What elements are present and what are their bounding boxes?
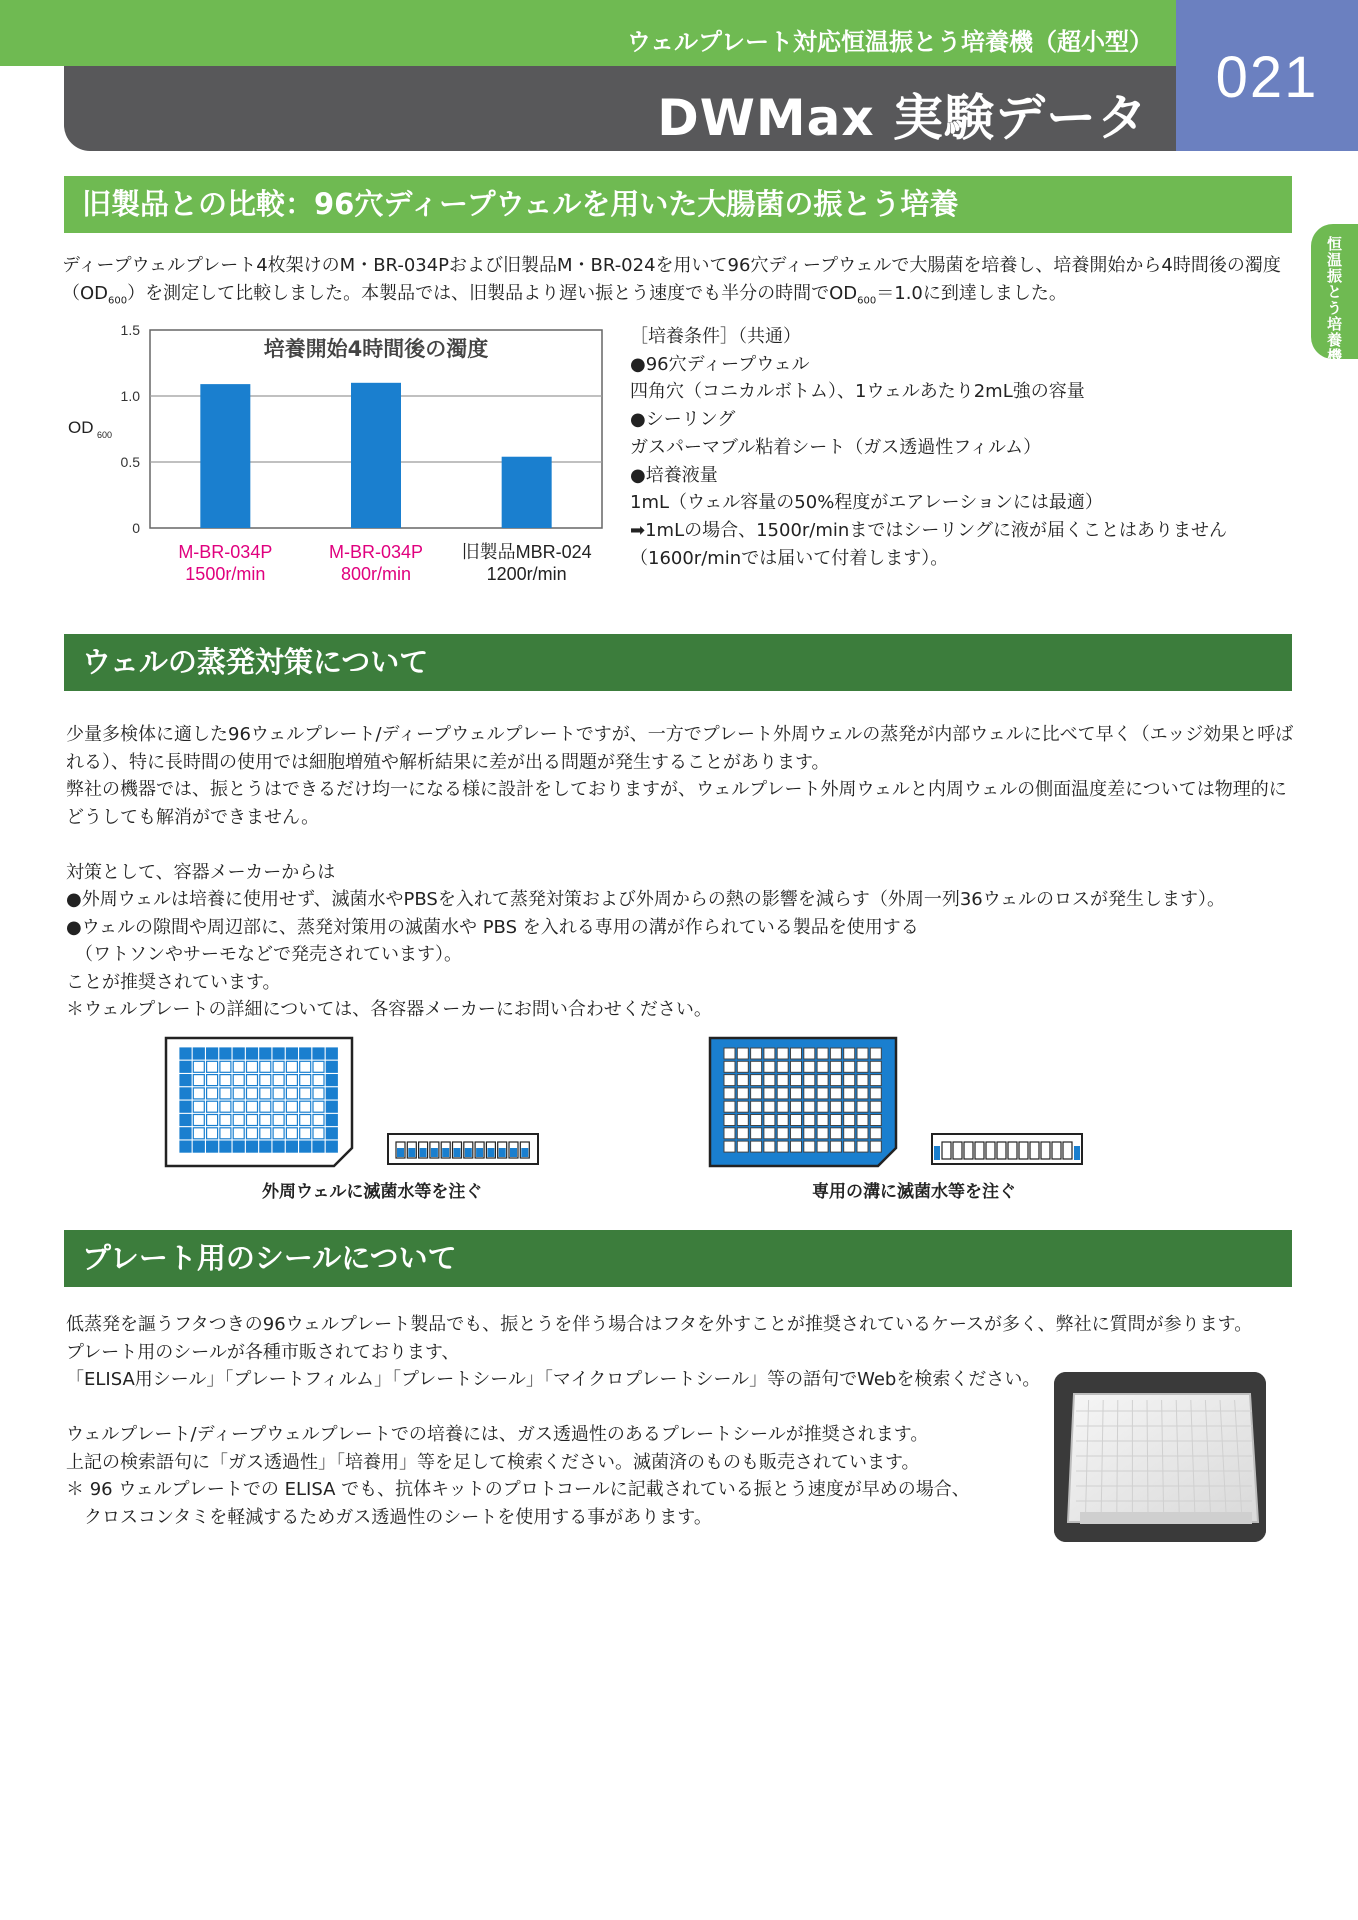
well <box>737 1048 748 1059</box>
well <box>817 1088 828 1099</box>
well <box>286 1128 297 1139</box>
side-well <box>964 1142 973 1159</box>
well <box>313 1061 324 1072</box>
well <box>326 1061 337 1072</box>
well <box>207 1048 218 1059</box>
side-well-liquid <box>408 1148 415 1157</box>
well <box>804 1048 815 1059</box>
side-well-liquid <box>431 1148 438 1157</box>
well <box>247 1088 258 1099</box>
well <box>751 1088 762 1099</box>
well <box>830 1088 841 1099</box>
well <box>791 1115 802 1126</box>
well <box>777 1075 788 1086</box>
well <box>724 1061 735 1072</box>
x-tick-label: M-BR-034P <box>328 542 424 562</box>
well <box>300 1088 311 1099</box>
well <box>804 1128 815 1139</box>
well <box>313 1115 324 1126</box>
well <box>857 1101 868 1112</box>
well <box>286 1115 297 1126</box>
well <box>326 1088 337 1099</box>
well <box>724 1048 735 1059</box>
well <box>857 1128 868 1139</box>
well <box>751 1061 762 1072</box>
well <box>260 1115 271 1126</box>
well <box>313 1088 324 1099</box>
well <box>313 1141 324 1152</box>
condition-line: ［培養条件］（共通） <box>630 326 801 347</box>
well <box>737 1128 748 1139</box>
well <box>220 1075 231 1086</box>
side-well <box>942 1142 951 1159</box>
well <box>273 1141 284 1152</box>
well <box>777 1128 788 1139</box>
well <box>817 1101 828 1112</box>
caption-dedicated-moat: 専用の溝に滅菌水等を注ぐ <box>812 1182 1016 1202</box>
bar <box>502 457 552 528</box>
well <box>830 1048 841 1059</box>
well <box>844 1061 855 1072</box>
well <box>724 1088 735 1099</box>
well <box>326 1115 337 1126</box>
well <box>791 1128 802 1139</box>
well <box>830 1061 841 1072</box>
well <box>207 1075 218 1086</box>
well <box>764 1141 775 1152</box>
well <box>193 1141 204 1152</box>
well <box>260 1141 271 1152</box>
well <box>791 1075 802 1086</box>
body-line: クロスコンタミを軽減するためガス透過性のシートを使用する事があります。 <box>66 1506 712 1528</box>
well <box>233 1115 244 1126</box>
body-line: ●外周ウェルは培養に使用せず、滅菌水やPBSを入れて蒸発対策および外周からの熱の影響を減らす（外周一列36ウェルのロスが発生します）。 <box>66 889 1226 910</box>
well <box>764 1115 775 1126</box>
well <box>220 1141 231 1152</box>
well <box>737 1061 748 1072</box>
well <box>870 1101 881 1112</box>
well <box>207 1141 218 1152</box>
well <box>233 1141 244 1152</box>
body-line <box>66 831 1293 859</box>
well <box>313 1048 324 1059</box>
well <box>273 1128 284 1139</box>
well <box>193 1088 204 1099</box>
culture-conditions <box>630 323 1227 572</box>
x-tick-label: 1500r/min <box>185 564 266 584</box>
side-well-liquid <box>420 1148 427 1157</box>
well <box>300 1141 311 1152</box>
well <box>724 1141 735 1152</box>
well <box>180 1101 191 1112</box>
section-heading-evaporation: ウェルの蒸発対策について <box>64 634 1292 691</box>
body-line: ●ウェルの隙間や周辺部に、蒸発対策用の滅菌水や PBS を入れる専用の溝が作られている製品を使用する <box>66 916 919 938</box>
well <box>844 1128 855 1139</box>
chart-title: 培養開始4時間後の濁度 <box>263 337 489 361</box>
well <box>300 1048 311 1059</box>
x-tick-label: 旧製品MBR-024 <box>461 542 592 562</box>
well <box>870 1088 881 1099</box>
well <box>300 1128 311 1139</box>
well <box>193 1061 204 1072</box>
well <box>817 1048 828 1059</box>
well <box>260 1088 271 1099</box>
well <box>233 1075 244 1086</box>
well <box>286 1061 297 1072</box>
well <box>764 1101 775 1112</box>
well <box>273 1075 284 1086</box>
well <box>870 1048 881 1059</box>
side-well <box>1041 1142 1050 1159</box>
well <box>857 1075 868 1086</box>
well <box>857 1088 868 1099</box>
well <box>817 1115 828 1126</box>
well <box>220 1088 231 1099</box>
well <box>207 1061 218 1072</box>
y-tick-label: 0 <box>132 520 140 536</box>
well <box>737 1075 748 1086</box>
y-tick-label: 1.5 <box>120 322 140 338</box>
well <box>737 1115 748 1126</box>
well <box>273 1101 284 1112</box>
well <box>777 1088 788 1099</box>
condition-line: 四角穴（コニカルボトム）、1ウェルあたり2mL強の容量 <box>630 381 1085 403</box>
well <box>260 1048 271 1059</box>
body-line: （ワトソンやサーモなどで発売されています）。 <box>66 944 462 965</box>
well <box>751 1075 762 1086</box>
well <box>724 1101 735 1112</box>
well <box>180 1088 191 1099</box>
well <box>300 1061 311 1072</box>
well <box>286 1088 297 1099</box>
well <box>870 1128 881 1139</box>
body-line: ＊ 96 ウェルプレートでの ELISA でも、抗体キットのプロトコールに記載されている振とう速度が早めの場合、 <box>66 1479 970 1500</box>
well <box>180 1075 191 1086</box>
well <box>737 1141 748 1152</box>
well <box>830 1128 841 1139</box>
well <box>247 1141 258 1152</box>
well <box>193 1075 204 1086</box>
well <box>233 1088 244 1099</box>
well <box>764 1061 775 1072</box>
page-number: 021 <box>1215 45 1319 110</box>
body-line: 上記の検索語句に「ガス透過性」「培養用」等を足して検索ください。滅菌済のものも販売されています。 <box>66 1451 920 1473</box>
side-well-liquid <box>465 1148 472 1157</box>
well <box>273 1115 284 1126</box>
well <box>764 1128 775 1139</box>
well <box>791 1048 802 1059</box>
side-well <box>975 1142 984 1159</box>
side-well <box>1019 1142 1028 1159</box>
condition-line: ガスパーマブル粘着シート（ガス透過性フィルム） <box>630 436 1042 458</box>
well <box>844 1088 855 1099</box>
well <box>180 1048 191 1059</box>
well <box>764 1075 775 1086</box>
well <box>817 1141 828 1152</box>
body-line: 低蒸発を謳うフタつきの96ウェルプレート製品でも、振とうを伴う場合はフタを外すことが推奨されているケースが多く、弊社に質問が参ります。 <box>66 1314 1253 1335</box>
y-axis-label-subscript: 600 <box>97 430 113 440</box>
well <box>830 1141 841 1152</box>
well <box>844 1101 855 1112</box>
well <box>857 1115 868 1126</box>
well <box>220 1048 231 1059</box>
header-subtitle: ウェルプレート対応恒温振とう培養機（超小型） <box>626 28 1153 56</box>
well <box>326 1048 337 1059</box>
section2-body <box>66 721 1293 1024</box>
section1-intro <box>62 252 1281 315</box>
well <box>180 1141 191 1152</box>
well <box>326 1075 337 1086</box>
side-well-liquid <box>510 1148 517 1157</box>
side-well-liquid <box>442 1148 449 1157</box>
condition-line: （1600r/minでは届いて付着します）。 <box>630 547 949 569</box>
well <box>233 1061 244 1072</box>
plate-diagrams <box>160 1032 1120 1172</box>
well <box>870 1075 881 1086</box>
y-tick-label: 1.0 <box>120 388 140 404</box>
body-line: プレート用のシールが各種市販されております、 <box>66 1341 460 1363</box>
well <box>207 1101 218 1112</box>
well <box>844 1141 855 1152</box>
intro-line: ディープウェルプレート4枚架けのM・BR-034Pおよび旧製品M・BR-024を用いて96穴ディープウェルで大腸菌を培養し、培養開始から4時間後の濁度 <box>62 255 1281 276</box>
well <box>857 1141 868 1152</box>
well <box>326 1101 337 1112</box>
bar <box>351 383 401 528</box>
well <box>286 1048 297 1059</box>
side-well-liquid <box>521 1148 528 1157</box>
section-heading-plate-seal: プレート用のシールについて <box>64 1230 1292 1287</box>
condition-line: ●96穴ディープウェル <box>630 353 810 375</box>
side-well <box>1052 1142 1061 1159</box>
well <box>777 1115 788 1126</box>
well <box>260 1128 271 1139</box>
well <box>870 1061 881 1072</box>
well <box>273 1088 284 1099</box>
well <box>260 1075 271 1086</box>
well <box>844 1115 855 1126</box>
well <box>220 1128 231 1139</box>
well <box>313 1101 324 1112</box>
well <box>830 1101 841 1112</box>
body-line: 対策として、容器メーカーからは <box>66 861 336 883</box>
well <box>193 1128 204 1139</box>
well <box>724 1128 735 1139</box>
x-tick-label: M-BR-034P <box>178 542 273 562</box>
well <box>817 1128 828 1139</box>
body-line: ことが推奨されています。 <box>66 971 281 993</box>
well <box>193 1048 204 1059</box>
moat-liquid <box>934 1146 940 1160</box>
well <box>737 1088 748 1099</box>
well <box>300 1101 311 1112</box>
well <box>326 1141 337 1152</box>
condition-line: ●培養液量 <box>630 464 718 486</box>
well <box>724 1115 735 1126</box>
well <box>751 1048 762 1059</box>
y-axis-label: OD <box>68 418 94 437</box>
side-well <box>997 1142 1006 1159</box>
y-tick-label: 0.5 <box>120 454 140 470</box>
well <box>830 1075 841 1086</box>
well <box>777 1141 788 1152</box>
x-tick-label: 1200r/min <box>486 564 567 584</box>
well <box>791 1141 802 1152</box>
well <box>857 1048 868 1059</box>
well <box>193 1101 204 1112</box>
well <box>870 1141 881 1152</box>
well <box>300 1075 311 1086</box>
well <box>260 1101 271 1112</box>
body-line: れる）、特に長時間の使用では細胞増殖や解析結果に差が出る問題が発生することがあります。 <box>66 751 830 773</box>
well <box>817 1075 828 1086</box>
well <box>233 1101 244 1112</box>
well <box>764 1048 775 1059</box>
well <box>326 1128 337 1139</box>
well <box>247 1115 258 1126</box>
well <box>207 1128 218 1139</box>
well <box>751 1141 762 1152</box>
well <box>751 1128 762 1139</box>
well <box>777 1048 788 1059</box>
well <box>724 1075 735 1086</box>
well <box>273 1061 284 1072</box>
well <box>247 1061 258 1072</box>
well <box>207 1115 218 1126</box>
side-well <box>986 1142 995 1159</box>
page-title: DWMax 実験データ <box>657 89 1148 147</box>
well <box>777 1061 788 1072</box>
side-well-liquid <box>454 1148 461 1157</box>
well <box>220 1115 231 1126</box>
well <box>817 1061 828 1072</box>
body-line: ウェルプレート/ディープウェルプレートでの培養には、ガス透過性のあるプレートシールが推奨されます。 <box>66 1424 929 1445</box>
well <box>804 1101 815 1112</box>
well <box>313 1128 324 1139</box>
side-well-liquid <box>397 1148 404 1157</box>
well <box>844 1048 855 1059</box>
well <box>180 1128 191 1139</box>
well <box>791 1101 802 1112</box>
condition-line: ●シーリング <box>630 409 736 431</box>
well <box>180 1115 191 1126</box>
side-well-liquid <box>487 1148 494 1157</box>
well <box>313 1075 324 1086</box>
moat-liquid <box>1074 1146 1080 1160</box>
side-well-liquid <box>499 1148 506 1157</box>
side-well <box>953 1142 962 1159</box>
x-tick-label: 800r/min <box>340 564 412 584</box>
well <box>804 1141 815 1152</box>
section-heading-comparison: 旧製品との比較：96穴ディープウェルを用いた大腸菌の振とう培養 <box>64 176 1292 233</box>
body-line: 「ELISA用シール」「プレートフィルム」「プレートシール」「マイクロプレートシール」等の語句でWebを検索ください。 <box>66 1369 1041 1390</box>
well <box>751 1115 762 1126</box>
well <box>804 1061 815 1072</box>
well <box>804 1075 815 1086</box>
well <box>737 1101 748 1112</box>
well <box>220 1061 231 1072</box>
well <box>180 1061 191 1072</box>
well <box>857 1061 868 1072</box>
sealed-plate-image <box>1054 1372 1266 1542</box>
well <box>791 1061 802 1072</box>
well <box>207 1088 218 1099</box>
condition-line: ➡1mLの場合、1500r/minまではシーリングに液が届くことはありません <box>630 519 1227 541</box>
well <box>233 1128 244 1139</box>
side-well-liquid <box>476 1148 483 1157</box>
well <box>830 1115 841 1126</box>
well <box>286 1101 297 1112</box>
intro-line: $(OD_{600})$を測定して比較しました。本製品では、旧製品より遅い振とう速度でも半分の時間で$OD_{600}=1.0$に到達しました。 <box>62 282 1067 307</box>
side-well <box>1008 1142 1017 1159</box>
well <box>804 1115 815 1126</box>
side-index-tab-label: 恒温振とう培養機 <box>1325 236 1343 364</box>
well <box>273 1048 284 1059</box>
body-line: 弊社の機器では、振とうはできるだけ均一になる様に設計をしておりますが、ウェルプレート外周ウェルと内周ウェルの側面温度差については物理的に <box>66 779 1287 800</box>
body-line: 少量多検体に適した96ウェルプレート/ディープウェルプレートですが、一方でプレート外周ウェルの蒸発が内部ウェルに比べて早く（エッジ効果と呼ば <box>66 724 1294 745</box>
well <box>804 1088 815 1099</box>
condition-line: 1mL（ウェル容量の50%程度がエアレーションには最適） <box>630 492 1103 514</box>
well <box>777 1101 788 1112</box>
well <box>247 1128 258 1139</box>
bar <box>200 384 250 528</box>
well <box>247 1048 258 1059</box>
sealed-plate-photo <box>1054 1372 1266 1542</box>
caption-outer-wells: 外周ウェルに滅菌水等を注ぐ <box>262 1182 483 1202</box>
well <box>193 1115 204 1126</box>
well <box>286 1141 297 1152</box>
well <box>791 1088 802 1099</box>
well <box>764 1088 775 1099</box>
well <box>286 1075 297 1086</box>
side-well <box>1030 1142 1039 1159</box>
well <box>247 1101 258 1112</box>
well <box>870 1115 881 1126</box>
body-line: どうしても解消ができません。 <box>66 806 320 828</box>
well <box>751 1101 762 1112</box>
body-line: ＊ウェルプレートの詳細については、各容器メーカーにお問い合わせください。 <box>66 999 712 1020</box>
well <box>220 1101 231 1112</box>
well <box>233 1048 244 1059</box>
well <box>844 1075 855 1086</box>
well <box>300 1115 311 1126</box>
side-well <box>1063 1142 1072 1159</box>
well <box>247 1075 258 1086</box>
well <box>260 1061 271 1072</box>
